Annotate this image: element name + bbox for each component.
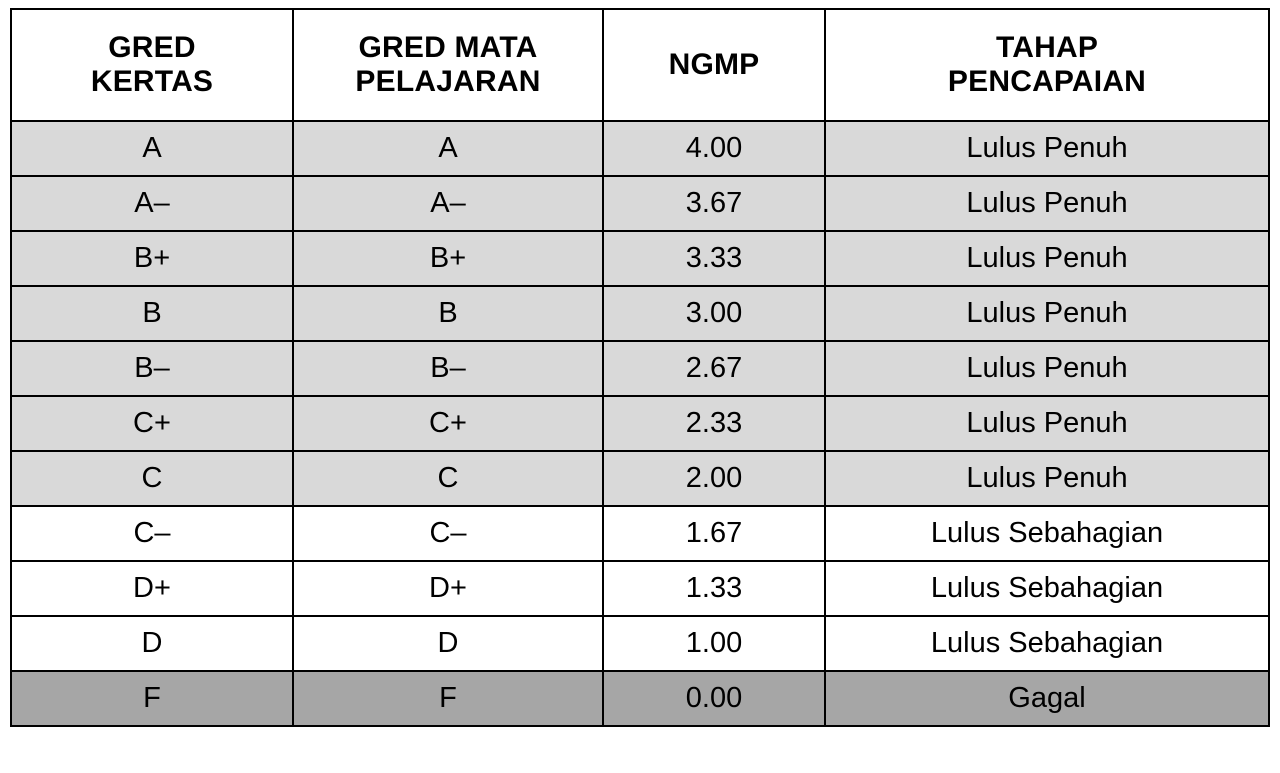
- header-row: [11, 9, 1269, 121]
- header-line: GRED MATA: [358, 30, 538, 64]
- cell-ngmp: 1.00: [603, 616, 825, 671]
- header-line: GRED: [108, 30, 196, 64]
- header-line: PELAJARAN: [355, 65, 541, 98]
- cell-ngmp: 4.00: [603, 121, 825, 176]
- table-row: [11, 231, 1269, 286]
- grade-conversion-table: [10, 8, 1270, 727]
- table-header: [11, 9, 1269, 121]
- column-header-tahap-pencapaian: [825, 9, 1269, 121]
- column-header-gred-kertas: [11, 9, 293, 121]
- table-row: [11, 121, 1269, 176]
- cell-gred-mata-pelajaran: A–: [293, 176, 603, 231]
- cell-ngmp: 1.67: [603, 506, 825, 561]
- cell-gred-mata-pelajaran: C–: [293, 506, 603, 561]
- cell-gred-kertas: B: [11, 286, 293, 341]
- cell-gred-mata-pelajaran: B+: [293, 231, 603, 286]
- cell-tahap-pencapaian: Gagal: [825, 671, 1269, 726]
- cell-gred-kertas: A: [11, 121, 293, 176]
- header-line: KERTAS: [90, 65, 214, 98]
- table-row: [11, 616, 1269, 671]
- cell-ngmp: 3.00: [603, 286, 825, 341]
- cell-gred-kertas: C+: [11, 396, 293, 451]
- cell-tahap-pencapaian: Lulus Sebahagian: [825, 616, 1269, 671]
- cell-gred-mata-pelajaran: A: [293, 121, 603, 176]
- cell-gred-mata-pelajaran: B: [293, 286, 603, 341]
- header-line: TAHAP: [995, 30, 1099, 64]
- header-line: NGMP: [668, 47, 760, 81]
- cell-gred-kertas: B–: [11, 341, 293, 396]
- table-row: [11, 671, 1269, 726]
- cell-ngmp: 1.33: [603, 561, 825, 616]
- cell-gred-mata-pelajaran: D+: [293, 561, 603, 616]
- cell-gred-mata-pelajaran: C: [293, 451, 603, 506]
- cell-gred-kertas: C–: [11, 506, 293, 561]
- cell-ngmp: 0.00: [603, 671, 825, 726]
- cell-ngmp: 2.00: [603, 451, 825, 506]
- cell-tahap-pencapaian: Lulus Penuh: [825, 341, 1269, 396]
- cell-tahap-pencapaian: Lulus Penuh: [825, 121, 1269, 176]
- cell-tahap-pencapaian: Lulus Penuh: [825, 176, 1269, 231]
- cell-tahap-pencapaian: Lulus Sebahagian: [825, 506, 1269, 561]
- table-row: [11, 506, 1269, 561]
- column-header-ngmp: [603, 9, 825, 121]
- column-header-gred-mata-pelajaran: [293, 9, 603, 121]
- cell-tahap-pencapaian: Lulus Penuh: [825, 451, 1269, 506]
- cell-tahap-pencapaian: Lulus Penuh: [825, 396, 1269, 451]
- cell-gred-mata-pelajaran: D: [293, 616, 603, 671]
- cell-gred-mata-pelajaran: C+: [293, 396, 603, 451]
- cell-ngmp: 2.67: [603, 341, 825, 396]
- cell-gred-kertas: B+: [11, 231, 293, 286]
- cell-gred-kertas: C: [11, 451, 293, 506]
- cell-tahap-pencapaian: Lulus Sebahagian: [825, 561, 1269, 616]
- cell-gred-kertas: A–: [11, 176, 293, 231]
- cell-tahap-pencapaian: Lulus Penuh: [825, 231, 1269, 286]
- table-row: [11, 561, 1269, 616]
- cell-gred-kertas: F: [11, 671, 293, 726]
- table-row: [11, 396, 1269, 451]
- cell-gred-kertas: D: [11, 616, 293, 671]
- cell-gred-mata-pelajaran: F: [293, 671, 603, 726]
- table-body: [11, 121, 1269, 726]
- table-row: [11, 341, 1269, 396]
- cell-ngmp: 3.67: [603, 176, 825, 231]
- table-row: [11, 286, 1269, 341]
- header-line: PENCAPAIAN: [947, 65, 1147, 98]
- cell-gred-kertas: D+: [11, 561, 293, 616]
- cell-gred-mata-pelajaran: B–: [293, 341, 603, 396]
- cell-tahap-pencapaian: Lulus Penuh: [825, 286, 1269, 341]
- table-row: [11, 176, 1269, 231]
- cell-ngmp: 2.33: [603, 396, 825, 451]
- cell-ngmp: 3.33: [603, 231, 825, 286]
- table-row: [11, 451, 1269, 506]
